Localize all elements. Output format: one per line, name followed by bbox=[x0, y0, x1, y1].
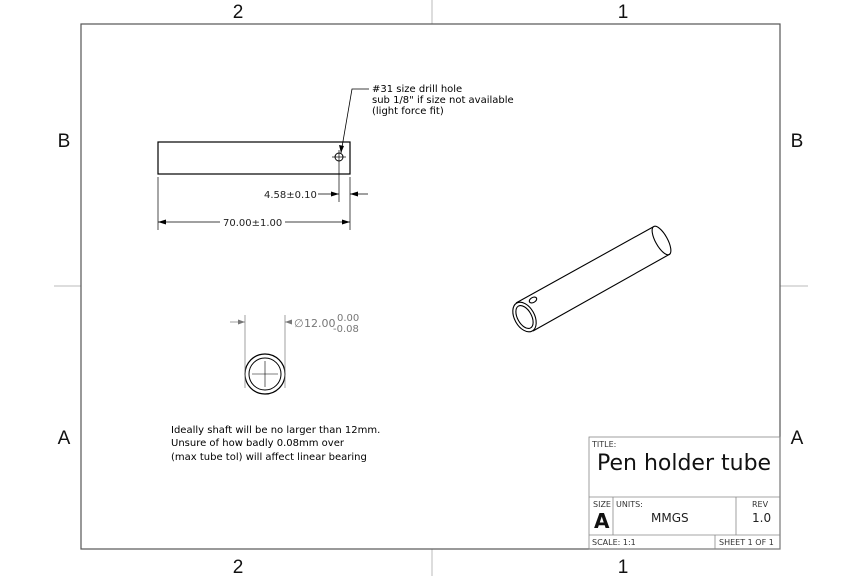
hole-offset-value: 4.58±0.10 bbox=[264, 190, 317, 201]
zone-label-right-b: B bbox=[790, 131, 804, 152]
zone-label-top-1: 1 bbox=[617, 2, 629, 23]
zone-label-bottom-1: 1 bbox=[617, 557, 629, 576]
drill-hole-leader bbox=[341, 89, 369, 153]
rev-value: 1.0 bbox=[752, 511, 772, 525]
zone-label-right-a: A bbox=[790, 428, 804, 449]
diameter-symbol: ∅ bbox=[294, 317, 304, 330]
diameter-tolerance-upper: 0.00 bbox=[337, 313, 360, 324]
drill-hole-note-line-2: sub 1/8" if size not available bbox=[372, 95, 514, 106]
iso-near-end-inner bbox=[512, 303, 536, 332]
zone-label-left-a: A bbox=[57, 428, 71, 449]
rev-label: REV bbox=[752, 500, 769, 509]
shaft-note-line-2: Unsure of how badly 0.08mm over bbox=[171, 438, 344, 449]
title-label: TITLE: bbox=[592, 440, 617, 449]
shaft-note-line-1: Ideally shaft will be no larger than 12mm. bbox=[171, 425, 381, 436]
front-view bbox=[158, 84, 514, 230]
sheet-value: SHEET 1 OF 1 bbox=[719, 538, 774, 547]
tube-side-outline bbox=[158, 142, 350, 174]
iso-drill-hole bbox=[528, 296, 537, 304]
drill-hole-note-line-3: (light force fit) bbox=[372, 106, 444, 117]
units-label: UNITS: bbox=[616, 500, 643, 509]
diameter-tolerance-lower: -0.08 bbox=[333, 324, 359, 335]
units-value: MMGS bbox=[651, 511, 689, 525]
end-view bbox=[230, 313, 359, 394]
scale-value: SCALE: 1:1 bbox=[592, 538, 636, 547]
drawing-title: Pen holder tube bbox=[597, 451, 772, 476]
size-value: A bbox=[594, 509, 610, 533]
length-value: 70.00±1.00 bbox=[223, 218, 283, 229]
drill-hole-note-line-1: #31 size drill hole bbox=[372, 84, 463, 95]
zone-label-bottom-2: 2 bbox=[232, 557, 244, 576]
isometric-view bbox=[508, 224, 675, 336]
iso-near-end-outer bbox=[508, 298, 541, 336]
shaft-note-line-3: (max tube tol) will affect linear bearing bbox=[171, 452, 367, 463]
iso-far-end bbox=[648, 224, 674, 258]
zone-label-top-2: 2 bbox=[232, 2, 244, 23]
diameter-value: 12.00 bbox=[304, 317, 336, 330]
zone-label-left-b: B bbox=[57, 131, 71, 152]
size-label: SIZE bbox=[593, 500, 611, 509]
